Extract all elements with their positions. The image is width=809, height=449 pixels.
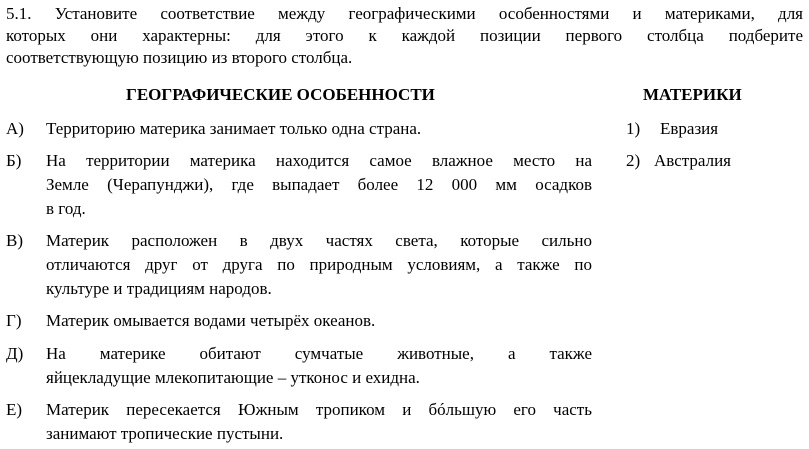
feature-letter: Д) — [6, 344, 24, 363]
continent-number: 1) — [626, 119, 641, 138]
feature-letter: Б) — [6, 151, 22, 170]
feature-item-e — [6, 398, 592, 446]
feature-text-line: На территории материка находится самое влажное место на — [46, 151, 592, 170]
feature-item-a — [6, 117, 592, 141]
continent-name: Австралия — [654, 151, 731, 170]
task-line: которых они характерны: для этого к каждой позиции первого столбца подберите — [6, 26, 803, 45]
feature-text-line: На материке обитают сумчатые животные, а также — [46, 344, 592, 363]
feature-text-line: Территорию материка занимает только одна страна. — [46, 119, 422, 138]
feature-text-line: культуре и традициям народов. — [46, 279, 272, 298]
continent-item-1 — [626, 117, 718, 141]
task-line: 5.1. Установите соответствие между географическими особенностями и материками, для — [6, 4, 803, 23]
feature-letter: А) — [6, 119, 24, 138]
feature-text-line: Материк пересекается Южным тропиком и бóльшую его часть — [46, 400, 592, 419]
continents-column-header: МАТЕРИКИ — [643, 85, 742, 104]
feature-letter: Г) — [6, 311, 22, 330]
task-statement — [6, 3, 803, 69]
feature-text-line: занимают тропические пустыни. — [46, 424, 284, 443]
feature-item-d — [6, 342, 592, 390]
feature-text-line: Материк расположен в двух частях света, которые сильно — [46, 231, 592, 250]
feature-text-line: яйцекладущие млекопитающие – утконос и ехидна. — [46, 368, 420, 387]
feature-text-line: отличаются друг от друга по природным условиям, а также по — [46, 255, 592, 274]
continent-number: 2) — [626, 151, 641, 170]
feature-text-line: Земле (Черапунджи), где выпадает более 12 000 мм осадков — [46, 175, 592, 194]
task-line: соответствующую позицию из второго столбца. — [6, 48, 353, 67]
feature-text-line: в год. — [46, 199, 86, 218]
feature-letter: В) — [6, 231, 23, 250]
feature-text-line: Материк омывается водами четырёх океанов. — [46, 311, 376, 330]
feature-item-v — [6, 229, 592, 301]
feature-item-g — [6, 309, 592, 333]
feature-letter: Е) — [6, 400, 23, 419]
feature-item-b — [6, 149, 592, 221]
features-column-header: ГЕОГРАФИЧЕСКИЕ ОСОБЕННОСТИ — [126, 85, 435, 104]
continent-item-2 — [626, 149, 731, 173]
continent-name: Евразия — [660, 119, 719, 138]
